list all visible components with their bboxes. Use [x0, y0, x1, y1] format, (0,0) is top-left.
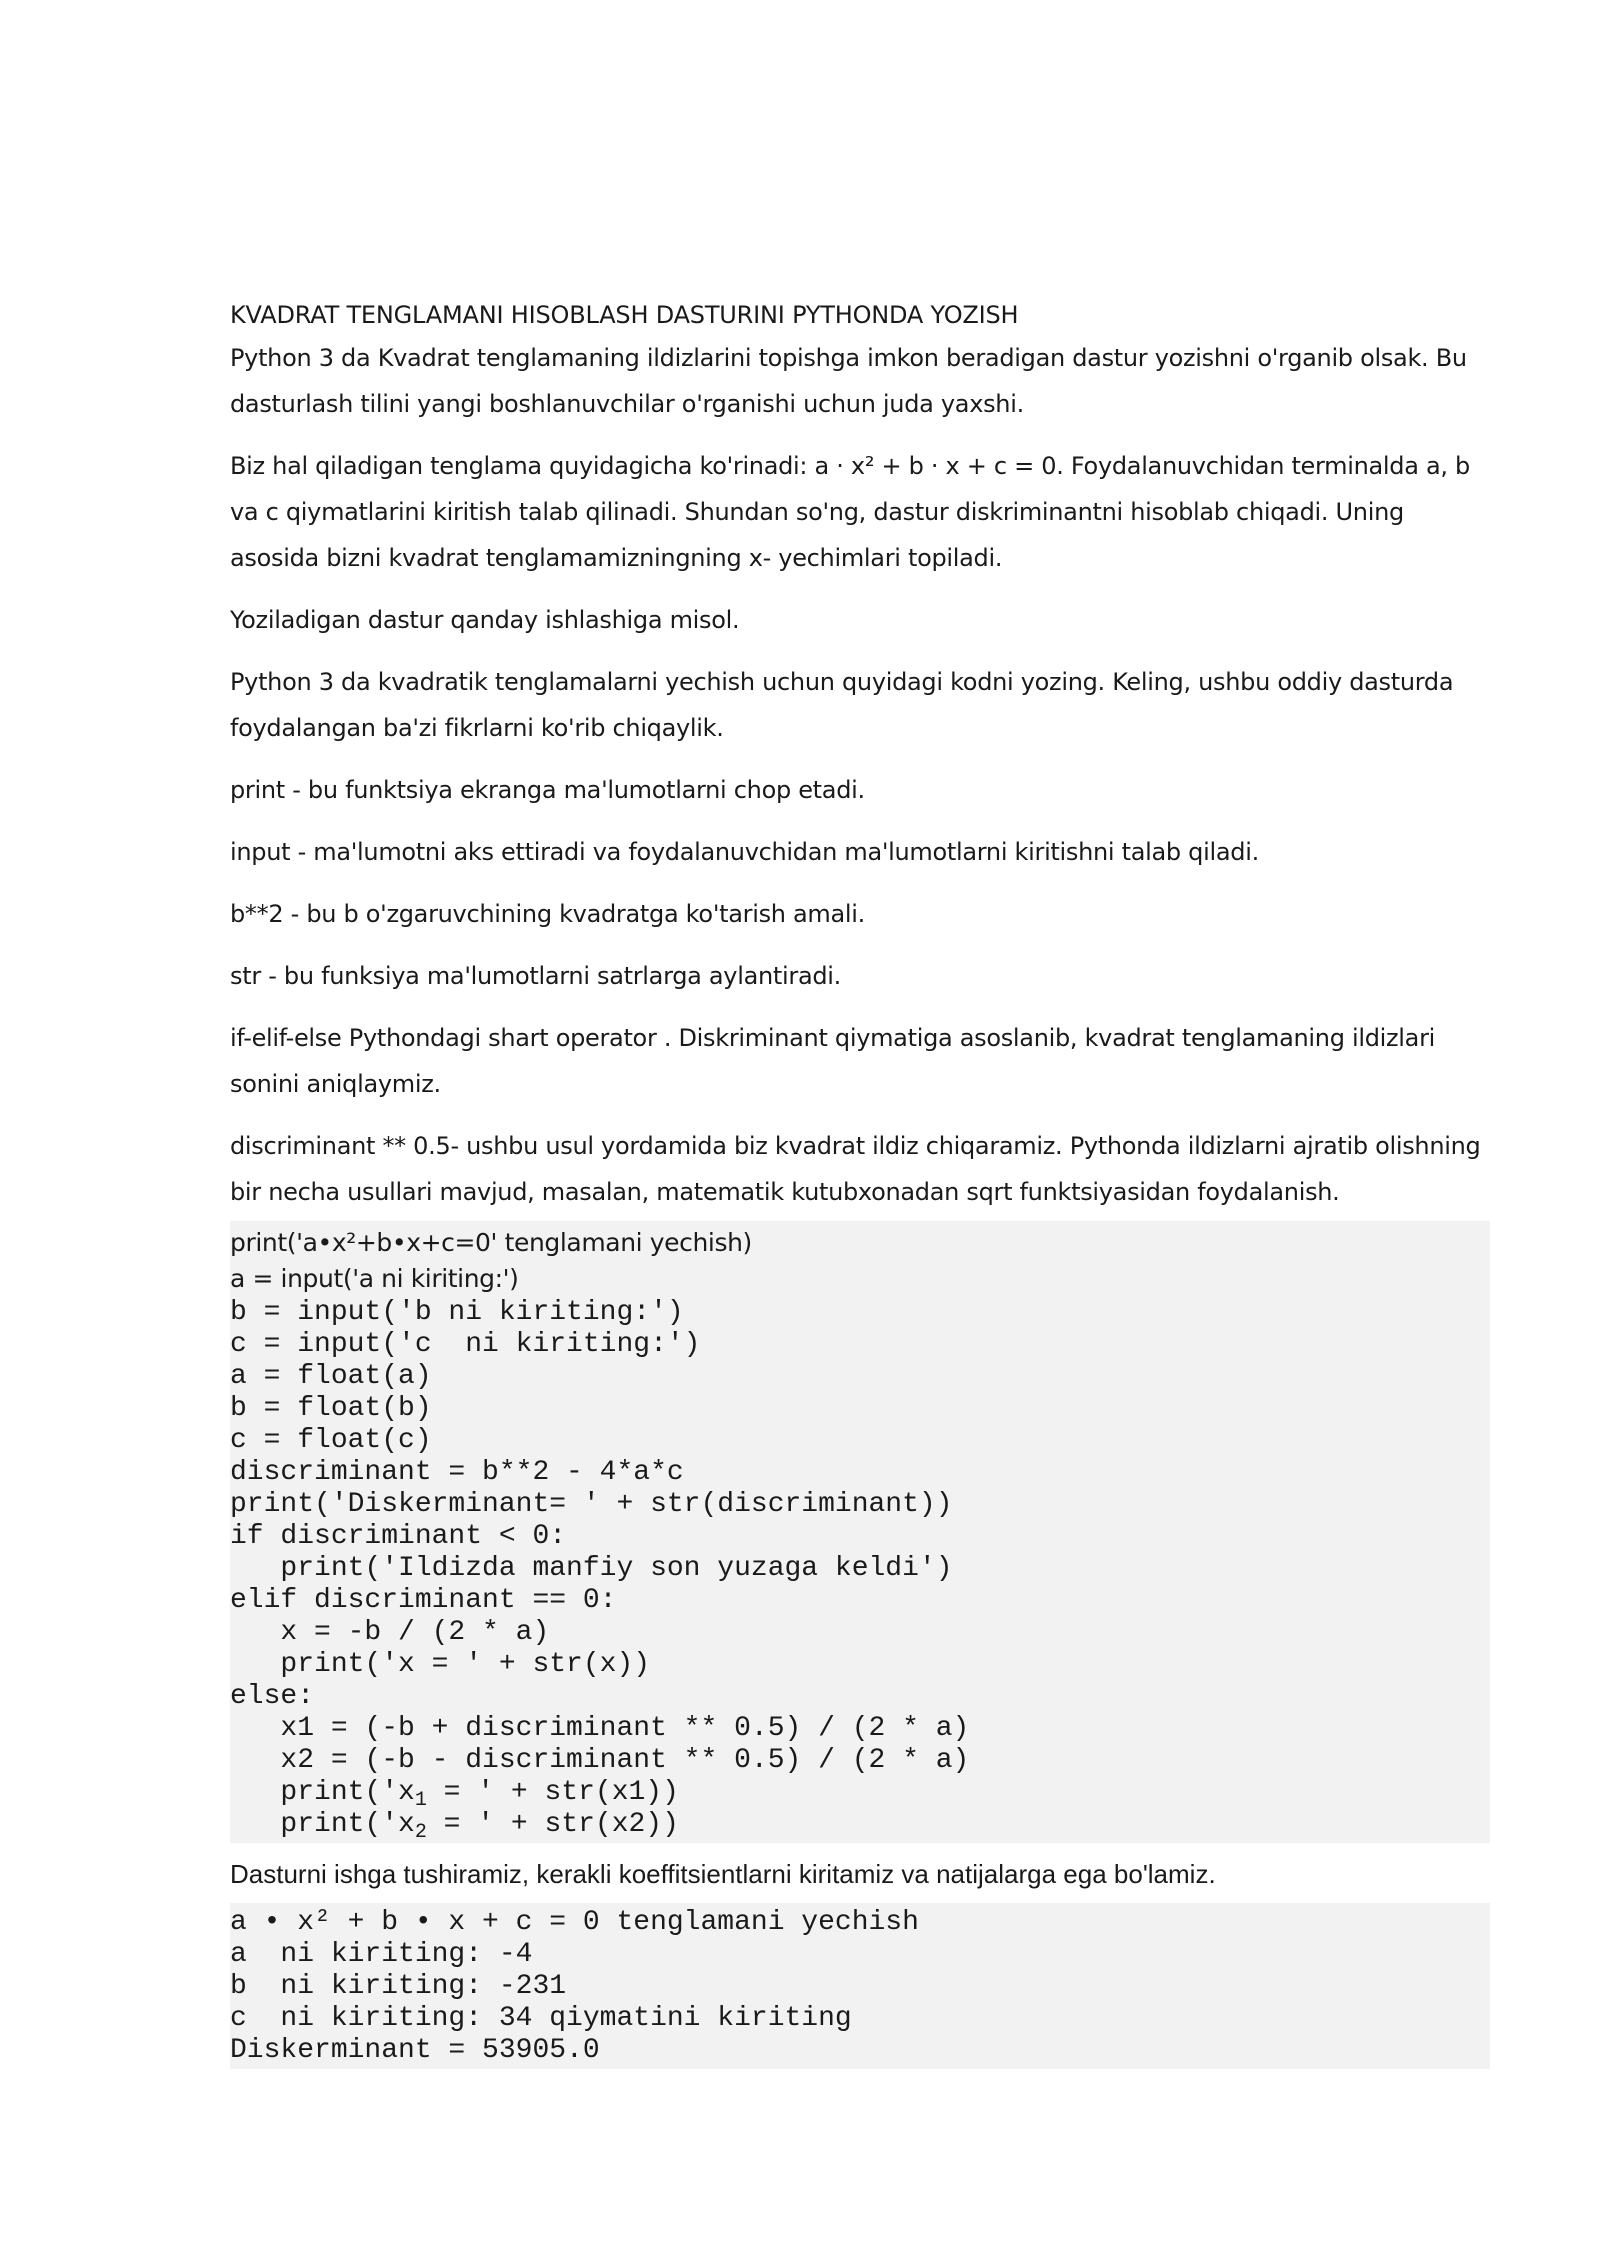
paragraph-sqrt: discriminant ** 0.5- ushbu usul yordamida biz kvadrat ildiz chiqaramiz. Pythonda ildizlarni ajratib olishning bir necha usullari mavjud, masalan, matematik kutubxonadan sqrt funktsiyasidan foydalanish. [230, 1132, 1481, 1206]
code-line [230, 1809, 1490, 1843]
code-line: discriminant = b**2 - 4*a*c [230, 1457, 684, 1488]
paragraph-intro: Python 3 da Kvadrat tenglamaning ildizlarini topishga imkon beradigan dastur yozishni o'rganib olsak. Bu dasturlash tilini yangi boshlanuvchilar o'rganishi uchun juda yaxshi. [230, 344, 1467, 418]
paragraph-print: print - bu funktsiya ekranga ma'lumotlarni chop etadi. [230, 776, 865, 804]
code-line: b = input('b ni kiriting:') [230, 1297, 684, 1328]
code-line: elif discriminant == 0: [230, 1585, 617, 1616]
paragraph-str: str - bu funksiya ma'lumotlarni satrlarga aylantiradi. [230, 962, 841, 990]
code-line: else: [230, 1681, 315, 1712]
paragraph-example: Yoziladigan dastur qanday ishlashiga misol. [230, 606, 740, 634]
output-block [230, 1903, 1490, 2069]
code-text: = ' + str(x1)) [426, 1777, 679, 1808]
code-line: x2 = (-b - discriminant ** 0.5) / (2 * a) [230, 1745, 970, 1776]
code-line [230, 1777, 1490, 1812]
code-line: print('a•x²+b•x+c=0' tenglamani yechish) [230, 1228, 752, 1257]
document-page [230, 295, 1490, 2069]
output-line: a ni kiriting: -4 [230, 1939, 533, 1970]
paragraph-code-intro: Python 3 da kvadratik tenglamalarni yechish uchun quyidagi kodni yozing. Keling, ushbu oddiy dasturda foydalangan ba'zi fikrlarni ko'rib chiqaylik. [230, 668, 1454, 742]
code-block [230, 1221, 1490, 1843]
paragraph-equation: Biz hal qiladigan tenglama quyidagicha ko'rinadi: a · x² + b · x + c = 0. Foydalanuvchidan terminalda a, b va c qiymatlarini kiritish talab qilinadi. Shundan so'ng, dastur diskriminantni hisoblab chiqadi. Uning asosida bizni kvadrat tenglamamizningning x- yechimlari topiladi. [230, 452, 1470, 572]
code-line: a = input('a ni kiriting:') [230, 1264, 519, 1293]
code-line: x1 = (-b + discriminant ** 0.5) / (2 * a) [230, 1713, 970, 1744]
code-line: x = -b / (2 * a) [230, 1617, 550, 1648]
code-line: b = float(b) [230, 1393, 432, 1424]
paragraph-input: input - ma'lumotni aks ettiradi va foydalanuvchidan ma'lumotlarni kiritishni talab qiladi. [230, 838, 1259, 866]
paragraph-power: b**2 - bu b o'zgaruvchining kvadratga ko'tarish amali. [230, 900, 865, 928]
run-description: Dasturni ishga tushiramiz, kerakli koeffitsientlarni kiritamiz va natijalarga ega bo'lamiz. [230, 1859, 1216, 1889]
code-line: c = float(c) [230, 1425, 432, 1456]
code-text: print('x [230, 1777, 415, 1808]
code-line: print('Diskerminant= ' + str(discriminant)) [230, 1489, 953, 1520]
subscript: 1 [414, 1789, 427, 1812]
code-line: c = input('c ni kiriting:') [230, 1329, 701, 1360]
code-line: print('x = ' + str(x)) [230, 1649, 651, 1680]
paragraph-if-elif-else: if-elif-else Pythondagi shart operator . Diskriminant qiymatiga asoslanib, kvadrat tenglamaning ildizlari sonini aniqlaymiz. [230, 1024, 1436, 1098]
code-text: = ' + str(x2)) [426, 1809, 679, 1840]
code-line: print('Ildizda manfiy son yuzaga keldi') [230, 1553, 953, 1584]
subscript: 2 [414, 1821, 427, 1844]
code-text: print('x [230, 1809, 415, 1840]
code-line: if discriminant < 0: [230, 1521, 567, 1552]
code-line: a = float(a) [230, 1361, 432, 1392]
output-line: b ni kiriting: -231 [230, 1971, 567, 2002]
output-line: c ni kiriting: 34 qiymatini kiriting [230, 2003, 852, 2034]
output-line: a • x² + b • x + c = 0 tenglamani yechish [230, 1907, 919, 1938]
document-title: KVADRAT TENGLAMANI HISOBLASH DASTURINI PYTHONDA YOZISH [230, 301, 1019, 329]
output-line: Diskerminant = 53905.0 [230, 2035, 600, 2066]
